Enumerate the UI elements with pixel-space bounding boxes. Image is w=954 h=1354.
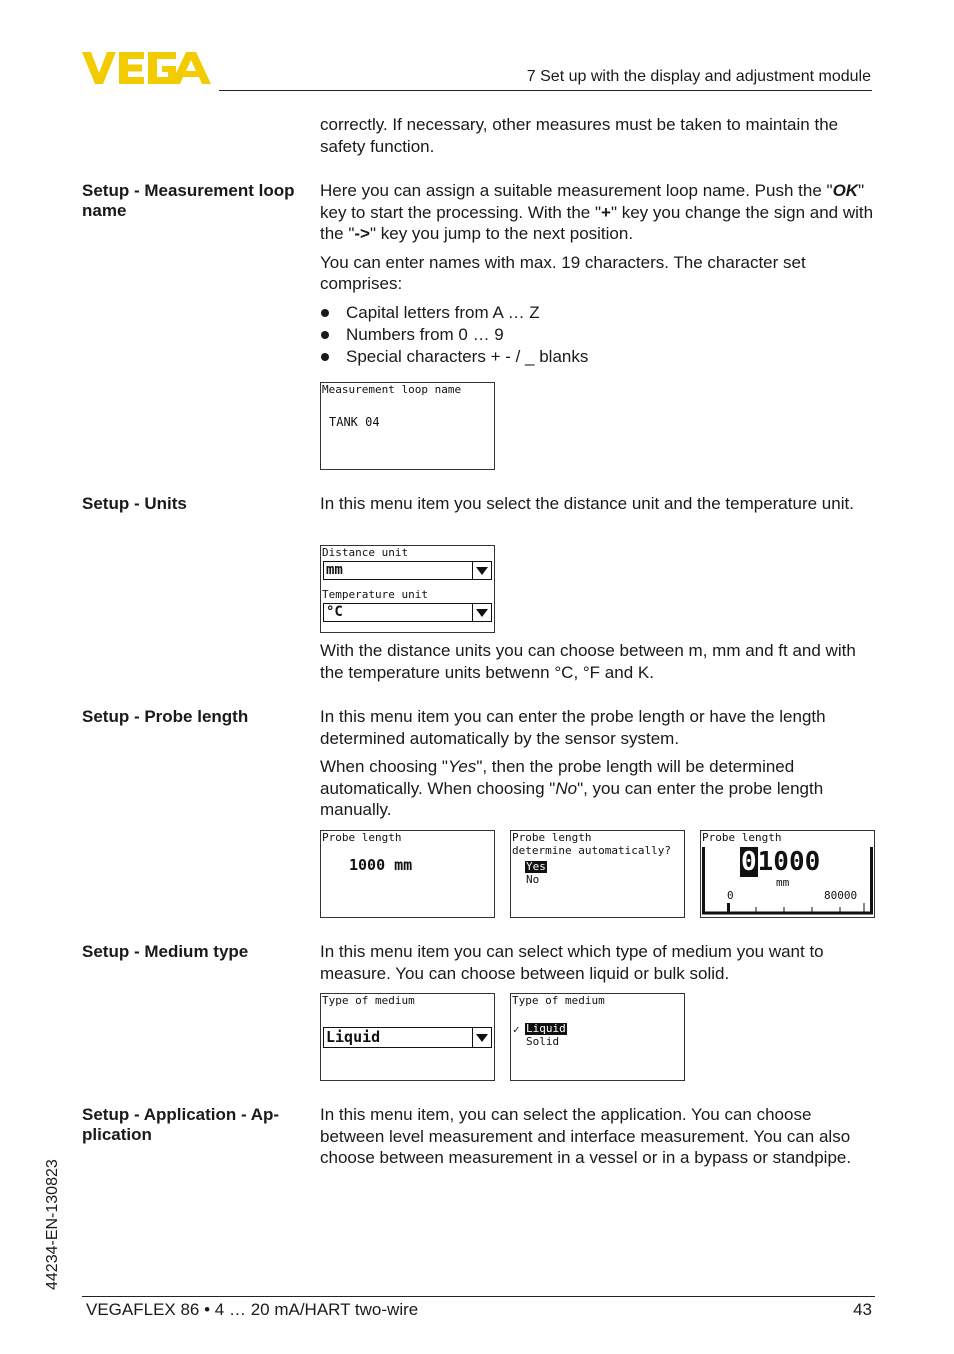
scale-bar [701, 831, 874, 917]
section-label-loop-name: Setup - Measurement loop name [82, 181, 295, 220]
option-yes[interactable]: Yes [526, 860, 546, 873]
display-probe-auto [510, 830, 685, 918]
chapter-title: 7 Set up with the display and adjustment module [526, 68, 871, 85]
list-item: Numbers from 0 … 9 [320, 324, 876, 346]
section-label-units: Setup - Units [82, 494, 187, 513]
check-icon: ✓ [513, 1023, 520, 1036]
list-item: Special characters + - / _ blanks [320, 346, 876, 368]
footer-rule [82, 1296, 875, 1297]
document-code: 44234-EN-130823 [44, 1159, 61, 1290]
display-medium-type [320, 993, 495, 1081]
section-label-application: Setup - Application - Ap- plication [82, 1105, 280, 1144]
units-paragraph-1: In this menu item you select the distance unit and the temperature unit. [320, 494, 854, 513]
probe-length-editor[interactable]: 01000 [741, 847, 821, 877]
page-number: 43 [853, 1300, 872, 1319]
display-loop-name [320, 382, 495, 470]
display-title: Distance unit [322, 546, 409, 559]
loop-name-value: TANK 04 [329, 415, 380, 429]
probe-paragraph-1: In this menu item you can enter the probe length or have the length determined automatically by the sensor system. [320, 707, 826, 748]
display-title: Type of medium [512, 994, 605, 1007]
option-liquid[interactable]: Liquid [526, 1022, 566, 1035]
footer-product: VEGAFLEX 86 • 4 … 20 mA/HART two-wire [86, 1300, 419, 1319]
display-probe-length [320, 830, 495, 918]
section-label-medium-type: Setup - Medium type [82, 942, 249, 961]
display-medium-options [510, 993, 685, 1081]
scale-min: 0 [727, 889, 734, 902]
probe-unit: mm [776, 876, 790, 889]
display-title: Measurement loop name [322, 383, 462, 396]
probe-length-value: 1000 mm [349, 856, 413, 874]
display-title: determine automatically? [512, 844, 671, 857]
loop-name-text [320, 180, 876, 295]
loop-name-paragraph-2: You can enter names with max. 19 characters. The character set comprises: [320, 252, 806, 293]
medium-paragraph-1: In this menu item you can select which type of medium you want to measure. You can choose between liquid or bulk solid. [320, 942, 824, 983]
application-paragraph-1: In this menu item, you can select the application. You can choose between level measurement and interface measurement. You can also choose between measurement in a vessel or in a bypass or standpipe. [320, 1105, 852, 1167]
distance-unit-select[interactable]: mm [323, 561, 492, 580]
display-title: Probe length [512, 831, 592, 844]
display-units [320, 545, 495, 633]
list-item: Capital letters from A … Z [320, 302, 876, 324]
option-solid[interactable]: Solid [526, 1035, 560, 1048]
medium-type-select[interactable]: Liquid [323, 1027, 492, 1048]
chevron-down-icon [472, 562, 491, 579]
header-rule [219, 90, 872, 91]
chevron-down-icon [472, 604, 491, 621]
character-set-list [320, 302, 876, 368]
display-title: Probe length [702, 831, 782, 844]
units-paragraph-2: With the distance units you can choose between m, mm and ft and with the temperature units betwenn °C, °F and K. [320, 641, 856, 682]
temperature-unit-select[interactable]: °C [323, 603, 492, 622]
chevron-down-icon [472, 1028, 491, 1047]
option-no[interactable]: No [526, 873, 540, 886]
section-label-probe-length: Setup - Probe length [82, 707, 249, 726]
probe-text [320, 706, 876, 821]
scale-max: 80000 [824, 889, 858, 902]
intro-text: correctly. If necessary, other measures must be taken to maintain the safety function. [320, 115, 839, 156]
loop-name-paragraph-1: Here you can assign a suitable measurement loop name. Push the "OK" key to start the processing. With the "+" key you change the sign and with the "->" key you jump to the next position. [320, 181, 874, 243]
display-title: Temperature unit [322, 588, 428, 601]
vega-logo [82, 52, 212, 84]
display-title: Type of medium [322, 994, 415, 1007]
display-probe-edit [700, 830, 875, 918]
probe-paragraph-2: When choosing "Yes", then the probe length will be determined automatically. When choosing "No", you can enter the probe length manually. [320, 757, 824, 819]
display-title: Probe length [322, 831, 402, 844]
